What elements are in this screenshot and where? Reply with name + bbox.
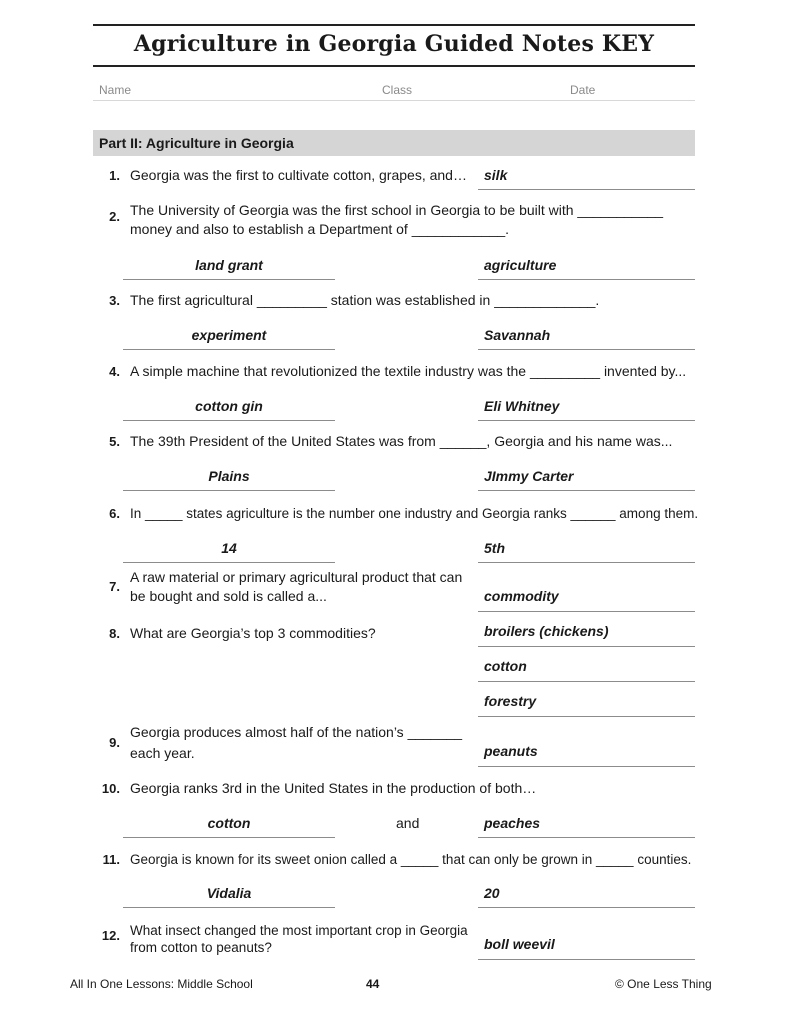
question-text: Georgia produces almost half of the nation’s _______ (130, 724, 463, 740)
answer-line (478, 611, 695, 612)
answer-line (478, 646, 695, 647)
answer-line (478, 907, 695, 908)
answer-line (123, 420, 335, 421)
question-number: 7. (109, 579, 120, 594)
answer-text: 20 (484, 885, 500, 901)
question-number: 6. (109, 506, 120, 521)
answer-text: 5th (484, 540, 505, 556)
name-field-label: Name (99, 83, 132, 97)
question-number: 2. (109, 209, 120, 224)
question-number: 11. (102, 852, 120, 867)
answer-text: Eli Whitney (484, 398, 560, 414)
answer-line (478, 716, 695, 717)
question-number: 10. (101, 781, 120, 796)
question-text-continued: be bought and sold is called a... (130, 588, 327, 604)
question-number: 3. (109, 293, 120, 308)
question-number: 9. (109, 735, 120, 750)
question-text: The 39th President of the United States was from ______, Georgia and his name was... (130, 433, 673, 449)
answer-text: JImmy Carter (484, 468, 574, 484)
connector-word: and (396, 815, 420, 831)
question-text: The first agricultural _________ station was established in _____________. (130, 292, 600, 308)
answer-line (478, 349, 695, 350)
question-text: The University of Georgia was the first school in Georgia to be built with ___________ (130, 202, 664, 218)
question-text: In _____ states agriculture is the number one industry and Georgia ranks ______ among them. (130, 506, 699, 521)
question-text: What are Georgia’s top 3 commodities? (130, 625, 376, 641)
answer-text: forestry (484, 693, 537, 709)
page-number: 44 (366, 977, 380, 991)
answer-line (478, 420, 695, 421)
answer-text: Plains (208, 468, 250, 484)
answer-text: peanuts (484, 743, 538, 759)
question-text: Georgia was the first to cultivate cotton, grapes, and… (130, 167, 467, 183)
answer-line (123, 562, 335, 563)
answer-line (478, 279, 695, 280)
page-title: Agriculture in Georgia Guided Notes KEY (133, 31, 655, 57)
title-top-rule (93, 24, 695, 26)
question-number: 4. (109, 364, 120, 379)
answer-text: land grant (195, 257, 263, 273)
class-field-label: Class (382, 83, 413, 97)
answer-text: cotton (484, 658, 527, 674)
date-field-label: Date (570, 83, 596, 97)
question-text: A simple machine that revolutionized the textile industry was the _________ invented by... (130, 363, 687, 379)
answer-line (123, 490, 335, 491)
answer-line (123, 837, 335, 838)
answer-text: commodity (484, 588, 559, 604)
question-text-continued: money and also to establish a Department of ____________. (130, 221, 510, 237)
answer-line (478, 837, 695, 838)
question-number: 1. (109, 168, 120, 183)
answer-line (478, 490, 695, 491)
answer-text: experiment (191, 327, 267, 343)
answer-text: broilers (chickens) (484, 623, 609, 639)
answer-line (123, 349, 335, 350)
question-text: Georgia ranks 3rd in the United States in the production of both… (130, 780, 537, 796)
answer-line (478, 189, 695, 190)
answer-text: cotton (207, 815, 251, 831)
answer-line (478, 766, 695, 767)
question-text-continued: from cotton to peanuts? (130, 940, 272, 955)
answer-line (478, 562, 695, 563)
answer-line (123, 279, 335, 280)
name-class-date-line (93, 100, 695, 101)
answer-text: Vidalia (206, 885, 252, 901)
answer-text: agriculture (484, 257, 557, 273)
answer-text: 14 (221, 540, 237, 556)
answer-text: cotton gin (195, 398, 263, 414)
answer-text: boll weevil (484, 936, 555, 952)
question-text-continued: each year. (130, 745, 195, 761)
answer-line (123, 907, 335, 908)
question-text: Georgia is known for its sweet onion called a _____ that can only be grown in _____ counties. (130, 852, 692, 867)
answer-text: peaches (484, 815, 541, 831)
question-number: 12. (101, 928, 120, 943)
answer-line (478, 681, 695, 682)
footer-left-text: All In One Lessons: Middle School (70, 977, 253, 991)
question-text: What insect changed the most important crop in Georgia (130, 923, 468, 938)
question-number: 5. (109, 434, 120, 449)
answer-line (478, 959, 695, 960)
answer-text: silk (484, 167, 508, 183)
question-number: 8. (109, 626, 120, 641)
title-bottom-rule (93, 65, 695, 67)
section-title: Part II: Agriculture in Georgia (99, 135, 294, 151)
question-text: A raw material or primary agricultural product that can (130, 569, 463, 585)
answer-text: Savannah (484, 327, 551, 343)
footer-right-text: © One Less Thing (615, 977, 712, 991)
